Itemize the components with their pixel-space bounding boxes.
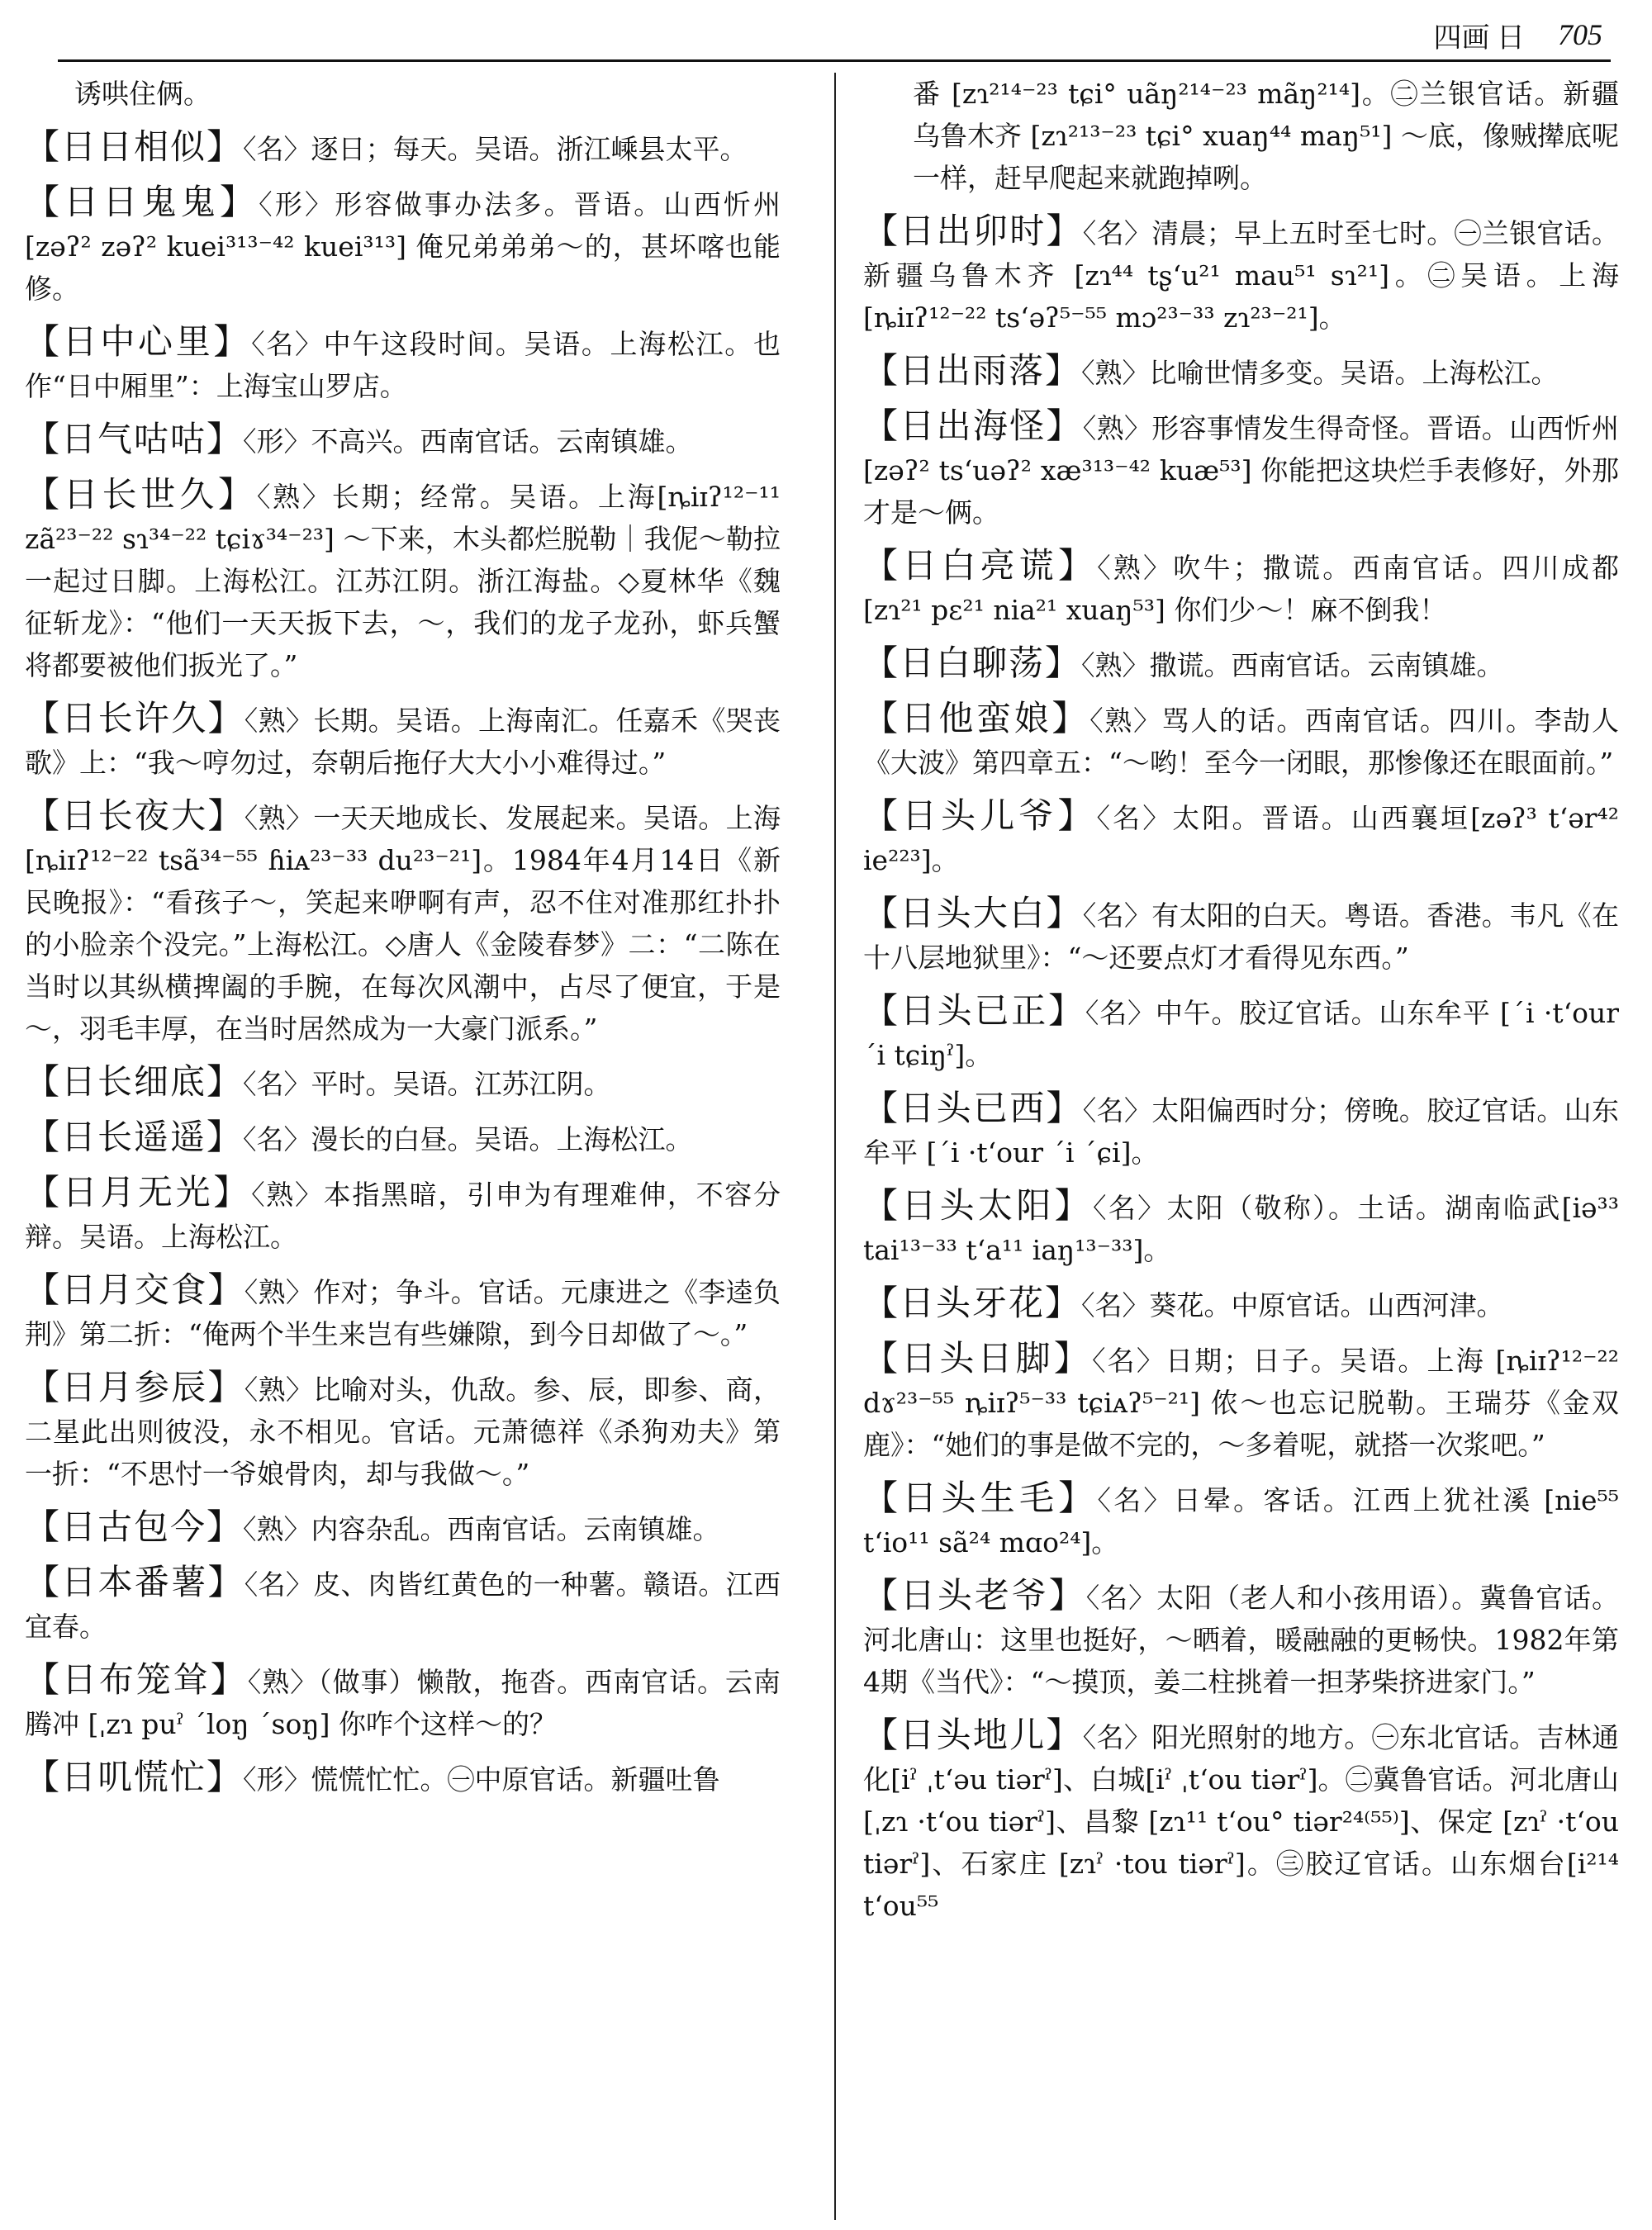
entry-definition: 〈熟〉内容杂乱。西南官话。云南镇雄。 — [243, 1513, 720, 1545]
entry-headword: 【日头已正】 — [863, 990, 1085, 1031]
entry-headword: 【日头生毛】 — [863, 1478, 1098, 1518]
dictionary-entry — [25, 1269, 781, 1355]
entry-headword: 【日白聊荡】 — [863, 643, 1082, 683]
entry-headword: 【日头大白】 — [863, 893, 1083, 933]
dictionary-entry — [25, 1171, 781, 1258]
entry-headword: 【日出海怪】 — [863, 406, 1083, 446]
dictionary-entry — [863, 1574, 1619, 1703]
entry-definition: 〈熟〉撒谎。西南官话。云南镇雄。 — [1081, 649, 1504, 681]
dictionary-entry — [863, 1477, 1619, 1563]
dictionary-entry — [863, 1184, 1619, 1271]
entry-headword: 【日布笼耸】 — [25, 1659, 248, 1700]
entry-definition: 〈名〉阳光照射的地方。㊀东北官话。吉林通化[iˀ ˌtʻəu tiərˀ]、白城[iˀ ˌtʻou tiərˀ]。㊁冀鲁官话。河北唐山[ˌzɿ ·tʻou tiərˀ]、昌黎 [zɿ¹¹ tʻou° tiər²⁴⁽⁵⁵⁾]、保定 [zɿˀ ·tʻou tiərˀ]、石家庄 [zɿˀ ·tou tiərˀ]。㊂胶辽官话。山东烟台[i²¹⁴ tʻou⁵⁵ — [863, 1721, 1619, 1922]
entry-headword: 【日头牙花】 — [863, 1283, 1082, 1323]
dictionary-entry — [863, 1087, 1619, 1174]
dictionary-entry — [25, 473, 781, 686]
entry-definition: 〈名〉平时。吴语。江苏江阴。 — [243, 1068, 611, 1100]
dictionary-entry — [25, 697, 781, 784]
dictionary-entry — [863, 989, 1619, 1076]
dictionary-entry — [863, 795, 1619, 881]
dictionary-entry — [25, 795, 781, 1050]
entry-definition: 〈熟〉作对；争斗。官话。元康进之《李逵负荆》第二折：“俺两个半生来岂有些嫌隙，到今日却做了～。” — [25, 1276, 781, 1350]
entry-definition: 〈熟〉吹牛；撒谎。西南官话。四川成都 [zɿ²¹ pɛ²¹ nia²¹ xuaŋ⁵³] 你们少～！麻不倒我！ — [863, 552, 1619, 626]
entry-definition: 〈熟〉本指黑暗，引申为有理难伸，不容分辩。吴语。上海松江。 — [25, 1179, 781, 1253]
entry-definition: 〈熟〉比喻世情多变。吴语。上海松江。 — [1081, 357, 1559, 389]
entry-headword: 【日日相似】 — [25, 126, 244, 167]
column-divider — [834, 73, 836, 2220]
entry-definition: 〈名〉日期；日子。吴语。上海 [ȵiɪʔ¹²⁻²² dɤ²³⁻⁵⁵ ȵiɪʔ⁵⁻³³ tɕiᴀʔ⁵⁻²¹] 侬～也忘记脱勒。王瑞芬《金双鹿》：“她们的事是做不完的，～多着呢，就搭一次浆吧。” — [863, 1345, 1619, 1461]
dictionary-entry — [863, 892, 1619, 979]
dictionary-entry — [863, 642, 1619, 686]
entry-definition: 〈名〉日晕。客话。江西上犹社溪 [nie⁵⁵ tʻio¹¹ sã²⁴ mɑo²⁴]。 — [863, 1484, 1619, 1559]
entry-definition: 〈熟〉一天天地成长、发展起来。吴语。上海[ȵiɪʔ¹²⁻²² tsã³⁴⁻⁵⁵ ɦiᴀ²³⁻³³ du²³⁻²¹]。1984年4月14日《新民晚报》：“看孩子～，笑起来咿啊有声，忍不住对准那红扑扑的小脸亲个没完。”上海松江。◇唐人《金陵春梦》二：“二陈在当时以其纵横捭阖的手腕，在每次风潮中，占尽了便宜，于是～，羽毛丰厚，在当时居然成为一大豪门派系。” — [25, 802, 781, 1045]
dictionary-entry — [863, 73, 1619, 199]
entry-headword: 【日他蛮娘】 — [863, 698, 1090, 738]
entry-definition: 诱哄住俩。 — [74, 78, 211, 110]
dictionary-entry — [863, 1714, 1619, 1927]
entry-definition: 〈名〉漫长的白昼。吴语。上海松江。 — [243, 1123, 693, 1155]
entry-definition: 〈名〉清晨；早上五时至七时。㊀兰银官话。新疆乌鲁木齐 [zɿ⁴⁴ tʂʻu²¹ mau⁵¹ sɿ²¹]。㊁吴语。上海 [ȵiɪʔ¹²⁻²² tsʻəʔ⁵⁻⁵⁵ mɔ²³⁻³³ zɿ²³⁻²¹]。 — [863, 217, 1619, 334]
entry-definition: 〈熟〉长期；经常。吴语。上海[ȵiɪʔ¹²⁻¹¹ zã²³⁻²² sɿ³⁴⁻²² tɕiɤ³⁴⁻²³] ～下来，木头都烂脱勒｜我伲～勒拉一起过日脚。上海松江。江苏江阴。浙江海盐。◇夏林华《魏征斩龙》：“他们一天天扳下去，～，我们的龙子龙孙，虾兵蟹将都要被他们扳光了。” — [25, 481, 781, 681]
dictionary-entry — [25, 1506, 781, 1550]
dictionary-entry — [25, 320, 781, 407]
dictionary-entry — [25, 1658, 781, 1745]
entry-definition: 〈熟〉比喻对头，仇敌。参、辰，即参、商，二星此出则彼没，永不相见。官话。元萧德祥《杀狗劝夫》第一折：“不思忖一爷娘骨肉，却与我做～。” — [25, 1374, 781, 1490]
header-rule — [58, 59, 1611, 62]
entry-definition: 〈名〉太阳偏西时分；傍晚。胶辽官话。山东牟平 [ˊi ·tʻour ˊi ˊɕi]。 — [863, 1094, 1619, 1169]
entry-definition: 〈名〉逐日；每天。吴语。浙江嵊县太平。 — [243, 133, 748, 165]
entry-definition: 〈形〉慌慌忙忙。㊀中原官话。新疆吐鲁 — [243, 1763, 720, 1796]
entry-headword: 【日古包今】 — [25, 1506, 244, 1547]
entry-headword: 【日月交食】 — [25, 1269, 244, 1310]
left-column — [25, 73, 781, 2222]
entry-headword: 【日头太阳】 — [863, 1185, 1093, 1226]
dictionary-entry — [25, 1561, 781, 1648]
dictionary-entry — [863, 1337, 1619, 1466]
entry-headword: 【日本番薯】 — [25, 1562, 244, 1602]
dictionary-entry — [25, 126, 781, 170]
entry-headword: 【日日鬼鬼】 — [25, 182, 259, 222]
entry-definition: 〈名〉皮、肉皆红黄色的一种薯。赣语。江西宜春。 — [25, 1568, 781, 1643]
dictionary-entry — [25, 418, 781, 463]
entry-headword: 【日长许久】 — [25, 698, 244, 738]
entry-headword: 【日月参辰】 — [25, 1367, 244, 1407]
entry-headword: 【日长世久】 — [25, 474, 257, 515]
entry-headword: 【日长遥遥】 — [25, 1117, 244, 1157]
entry-headword: 【日头地儿】 — [863, 1715, 1083, 1755]
entry-definition: 〈名〉葵花。中原官话。山西河津。 — [1081, 1289, 1504, 1321]
entry-headword: 【日出雨落】 — [863, 350, 1082, 391]
entry-headword: 【日头日脚】 — [863, 1338, 1093, 1378]
entry-headword: 【日头儿爷】 — [863, 795, 1097, 836]
dictionary-entry — [25, 1116, 781, 1160]
dictionary-entry — [863, 210, 1619, 339]
entry-definition: 〈形〉不高兴。西南官话。云南镇雄。 — [243, 425, 693, 458]
entry-headword: 【日长夜大】 — [25, 795, 244, 836]
dictionary-entry — [863, 349, 1619, 394]
entry-definition: 番 [zɿ²¹⁴⁻²³ tɕi° uãŋ²¹⁴⁻²³ mãŋ²¹⁴]。㊁兰银官话。新疆乌鲁木齐 [zɿ²¹³⁻²³ tɕi° xuaŋ⁴⁴ maŋ⁵¹] ～底，像贼撵底呢一样，赶早爬起来就跑掉咧。 — [913, 78, 1619, 194]
dictionary-entry — [863, 405, 1619, 534]
entry-headword: 【日出卯时】 — [863, 211, 1083, 251]
dictionary-entry — [25, 1756, 781, 1801]
dictionary-entry — [863, 1282, 1619, 1326]
page-number: 705 — [1558, 18, 1602, 51]
dictionary-entry — [25, 181, 781, 310]
entry-definition: 〈名〉太阳。晋语。山西襄垣[zəʔ³ tʻər⁴² ie²²³]。 — [863, 802, 1619, 876]
entry-headword: 【日头已西】 — [863, 1088, 1083, 1128]
entry-definition: 〈熟〉长期。吴语。上海南汇。任嘉禾《哭丧歌》上：“我～哼勿过，奈朝后拖仔大大小小难得过。” — [25, 705, 781, 779]
dictionary-entry — [863, 544, 1619, 631]
entry-headword: 【日气咕咕】 — [25, 419, 244, 459]
dictionary-entry — [25, 1060, 781, 1105]
dictionary-entry — [863, 697, 1619, 784]
entry-headword: 【日叽慌忙】 — [25, 1757, 244, 1797]
entry-headword: 【日月无光】 — [25, 1172, 252, 1212]
entry-definition: 〈名〉太阳（老人和小孩用语）。冀鲁官话。河北唐山：这里也挺好，～晒着，暖融融的更畅快。1982年第4期《当代》：“～摸顶，姜二柱挑着一担茅柴挤进家门。” — [863, 1582, 1619, 1698]
running-header — [859, 12, 1602, 58]
entry-definition: 〈名〉中午。胶辽官话。山东牟平 [ˊi ·tʻour ˊi tɕiŋˀ]。 — [863, 997, 1619, 1071]
dictionary-entry — [25, 1366, 781, 1495]
entry-definition: 〈熟〉形容事情发生得奇怪。晋语。山西忻州 [zəʔ² tsʻuəʔ² xæ³¹³⁻⁴² kuæ⁵³] 你能把这块烂手表修好，外那才是～俩。 — [863, 412, 1619, 529]
dictionary-entry — [25, 73, 781, 115]
entry-headword: 【日头老爷】 — [863, 1575, 1086, 1616]
section-label: 四画 日 — [1433, 22, 1525, 54]
right-column — [863, 73, 1619, 2222]
entry-headword: 【日长细底】 — [25, 1061, 244, 1102]
entry-definition: 〈熟〉骂人的话。西南官话。四川。李劼人《大波》第四章五：“～哟！至今一闭眼，那惨像还在眼面前。” — [863, 705, 1619, 779]
entry-definition: 〈形〉形容做事办法多。晋语。山西忻州 [zəʔ² zəʔ² kuei³¹³⁻⁴² kuei³¹³] 俺兄弟弟弟～的，甚坏喀也能修。 — [25, 188, 781, 305]
entry-definition: 〈名〉有太阳的白天。粤语。香港。韦凡《在十八层地狱里》：“～还要点灯才看得见东西。” — [863, 899, 1619, 974]
entry-headword: 【日中心里】 — [25, 321, 252, 362]
entry-headword: 【日白亮谎】 — [863, 545, 1098, 586]
entry-definition: 〈名〉中午这段时间。吴语。上海松江。也作“日中厢里”：上海宝山罗店。 — [25, 328, 781, 402]
entry-definition: 〈熟〉（做事）懒散，拖沓。西南官话。云南腾冲 [ˌzɿ puˀ ˊloŋ ˊsoŋ] 你咋个这样～的？ — [25, 1666, 781, 1740]
entry-definition: 〈名〉太阳（敬称）。土话。湖南临武[iə³³ tai¹³⁻³³ tʻa¹¹ iaŋ¹³⁻³³]。 — [863, 1192, 1619, 1266]
